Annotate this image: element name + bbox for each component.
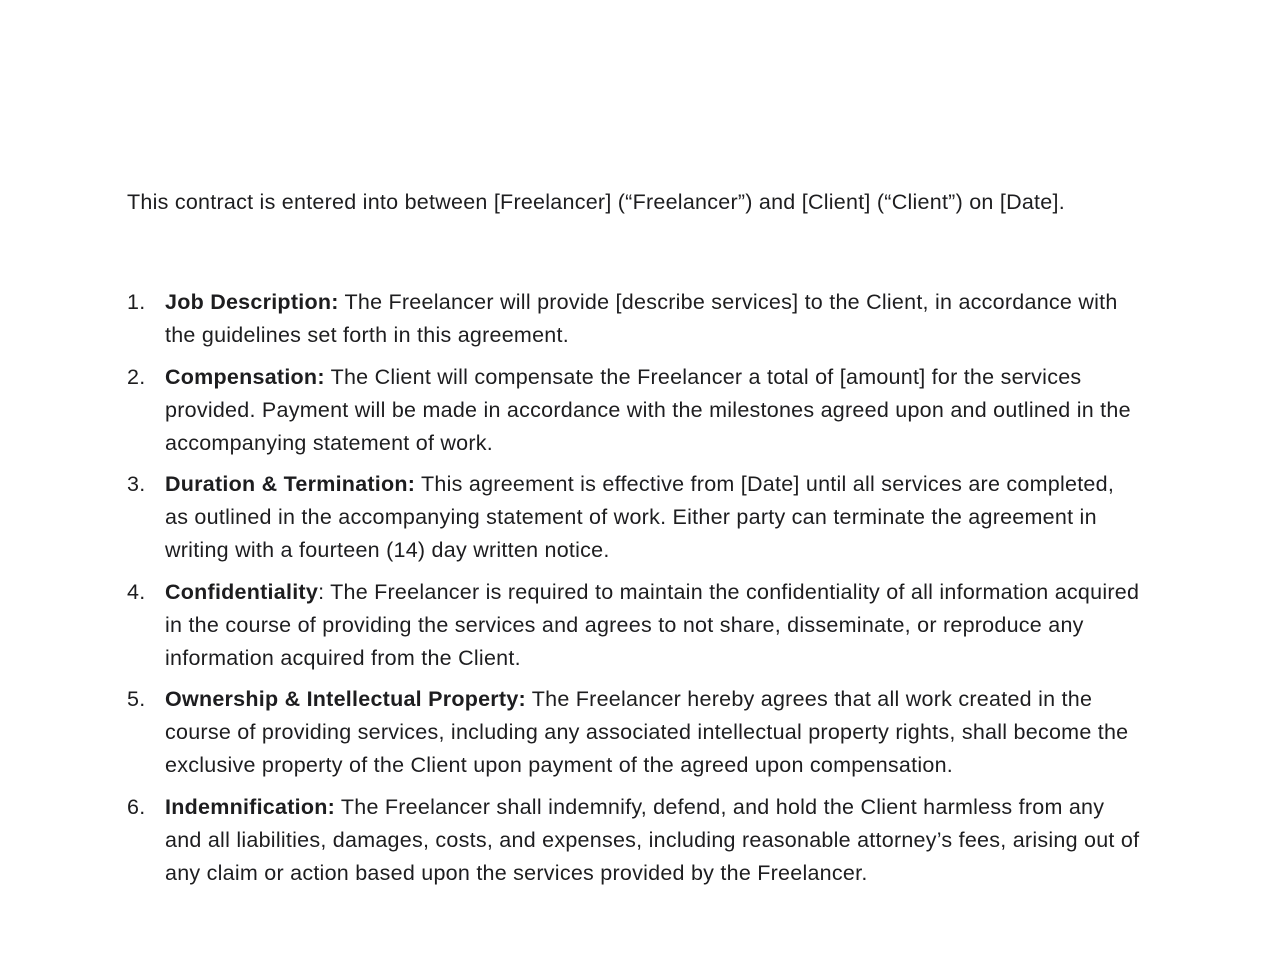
clause-term: Ownership & Intellectual Property: [165, 687, 526, 711]
clause-number: 6. [127, 794, 146, 819]
clause-item [127, 576, 1142, 675]
clause-item [127, 286, 1142, 352]
clause-text: The Client will compensate the Freelancer a total of [amount] for the services provided. Payment will be made in accordance with the milestones agreed upon and outlined in the accompanying statement of work. [165, 364, 1131, 455]
clause-number: 1. [127, 290, 146, 314]
intro-paragraph: This contract is entered into between [Freelancer] (“Freelancer”) and [Client] (“Client”) on [Date]. [127, 190, 1065, 214]
clause-number: 4. [127, 579, 146, 604]
clause-text: This agreement is effective from [Date] until all services are completed, as outlined in the accompanying statement of work. Either party can terminate the agreement in writing with a fourteen (14) day written notice. [165, 472, 1115, 562]
clause-text: The Freelancer shall indemnify, defend, and hold the Client harmless from any and all liabilities, damages, costs, and expenses, including reasonable attorney’s fees, arising out of any claim or action based upon the services provided by the Freelancer. [165, 794, 1140, 885]
clause-item [127, 361, 1142, 460]
clause-term: Confidentiality [165, 579, 319, 604]
clause-term: Indemnification: [165, 794, 336, 819]
clause-text: The Freelancer will provide [describe services] to the Client, in accordance with the guidelines set forth in this agreement. [165, 290, 1118, 347]
clause-item [127, 791, 1142, 890]
clause-number: 3. [127, 472, 146, 496]
clause-term: Job Description: [165, 290, 339, 314]
clause-text: The Freelancer hereby agrees that all work created in the course of providing services, including any associated intellectual property rights, shall become the exclusive property of the Client upon payment of the agreed upon compensation. [165, 687, 1129, 777]
clause-term: Duration & Termination: [165, 472, 416, 496]
clause-text: : The Freelancer is required to maintain the confidentiality of all information acquired in the course of providing the services and agrees to not share, disseminate, or reproduce any information acquired from the Client. [165, 579, 1140, 670]
clause-number: 2. [127, 364, 146, 389]
clause-item [127, 683, 1142, 782]
clause-number: 5. [127, 687, 146, 711]
clause-term: Compensation: [165, 364, 325, 389]
clause-item [127, 468, 1142, 567]
clause-list [127, 286, 1142, 890]
contract-document [127, 185, 1142, 898]
